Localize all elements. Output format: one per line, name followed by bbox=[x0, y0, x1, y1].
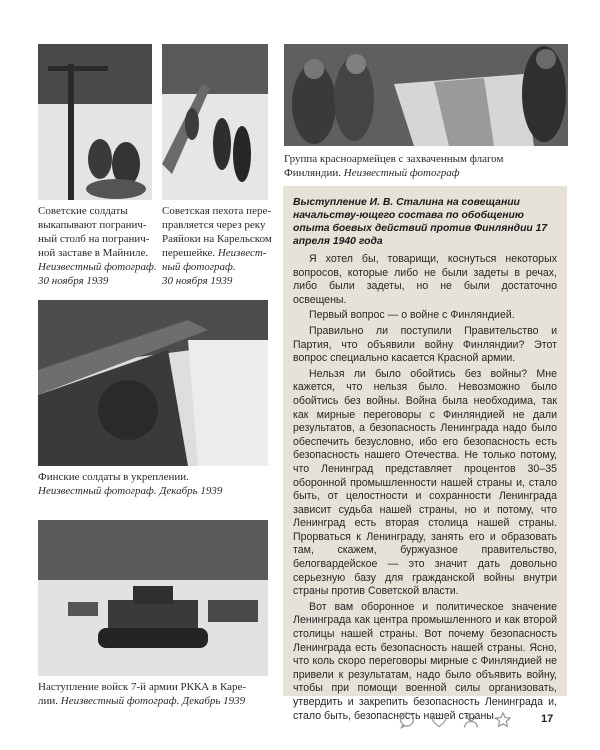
footer-actions bbox=[398, 711, 512, 729]
photo-source-cont: ный фотограф. bbox=[162, 261, 236, 273]
caption-finnish-soldiers: Финские солдаты в укреплении. Неизвестный фотограф. Декабрь 1939 bbox=[38, 470, 268, 498]
photo-river-crossing bbox=[162, 44, 268, 200]
caption-captured-flag: Группа красноармейцев с захваченным флагом Финляндии. Неизвестный фотограф bbox=[284, 153, 504, 179]
speech-paragraph: Я хотел бы, товарищи, коснуться некоторых вопросов, которые либо не были задеты в речах, либо были задеты, но не были достаточно освещены. bbox=[293, 253, 557, 306]
photo-finnish-soldiers bbox=[38, 300, 268, 466]
speech-paragraph: Нельзя ли было обойтись без войны? Мне кажется, что нельзя было. Невозможно было обойтись без войны. Война была необходима, так как мирные переговоры с Финляндией не дали результатов, а безопасность Ленинграда надо было обеспечить безусловно, ибо его безопасность есть безопасность нашего Отечества. Не только потому, что Ленинград представляет процентов 30–35 оборонной промышленности нашей страны и, стало быть, от целостности и сохранности Ленинграда зависит судьба нашей страны, но и потому, что Ленинград есть вторая столица нашей страны. Прорваться к Ленинграду, занять его и образовать там, скажем, буржуазное правительство, белогвардейское — это значит дать довольно серьезную базу для гражданской войны внутри страны против Советской власти. bbox=[293, 367, 557, 598]
speech-paragraph: Первый вопрос — о войне с Финляндией. bbox=[309, 309, 515, 322]
caption-river-crossing: Советская пехота пере- правляется через реку Раяйоки на Карельском перешейке. Неизвест- ный фотограф. 30 ноября 1939 bbox=[162, 204, 278, 288]
star-icon[interactable] bbox=[494, 711, 512, 729]
photo-date: 30 ноября 1939 bbox=[38, 275, 109, 287]
photo-source: Неизвестный фотограф. bbox=[38, 261, 157, 273]
page-number: 17 bbox=[541, 713, 554, 725]
photo-source: Неизвестный фотограф. Декабрь 1939 bbox=[60, 695, 246, 707]
photo-source: Неизвестный фотограф. Декабрь 1939 bbox=[38, 485, 223, 497]
photo-source: Неизвестный фотограф bbox=[343, 167, 460, 179]
photo-captured-flag bbox=[284, 44, 568, 146]
photo-date: 30 ноября 1939 bbox=[162, 275, 233, 287]
speech-sidebar bbox=[283, 186, 567, 722]
heart-icon[interactable] bbox=[430, 711, 448, 729]
user-icon[interactable] bbox=[462, 711, 480, 729]
speech-title: Выступление И. В. Сталина на совещании начальству-ющего состава по обобщению опыта боевых действий против Финляндии 17 апреля 1940 года bbox=[293, 197, 548, 247]
speech-paragraph: Правильно ли поступили Правительство и Партия, что объявили войну Финляндии? Этот вопрос специально касается Красной армии. bbox=[293, 324, 557, 365]
caption-tank-advance: Наступление войск 7-й армии РККА в Каре- лии. Неизвестный фотограф. Декабрь 1939 bbox=[38, 681, 247, 707]
photo-tank-advance bbox=[38, 520, 268, 676]
caption-border-post: Советские солдаты выкапывают погранич- ный столб на погранич- ной заставе в Майниле. Неизвестный фотограф. 30 ноября 1939 bbox=[38, 204, 162, 288]
photo-source: Неизвест- bbox=[217, 247, 267, 259]
speech-paragraph: Вот вам оборонное и политическое значение Ленинграда как центра промышленного и как второй столицы нашей страны. Вот почему безопасность Ленинграда есть безопасность нашей страны. Ясно, что коль скоро переговоры мирные с Финляндией не привели к результатам, надо было объявить войну, чтобы при помощи военной силы организовать, утвердить и закрепить безопасность Ленинграда и, стало быть, безопасность нашей страны. bbox=[293, 600, 557, 722]
photo-border-post bbox=[38, 44, 152, 200]
comment-icon[interactable] bbox=[398, 711, 416, 729]
